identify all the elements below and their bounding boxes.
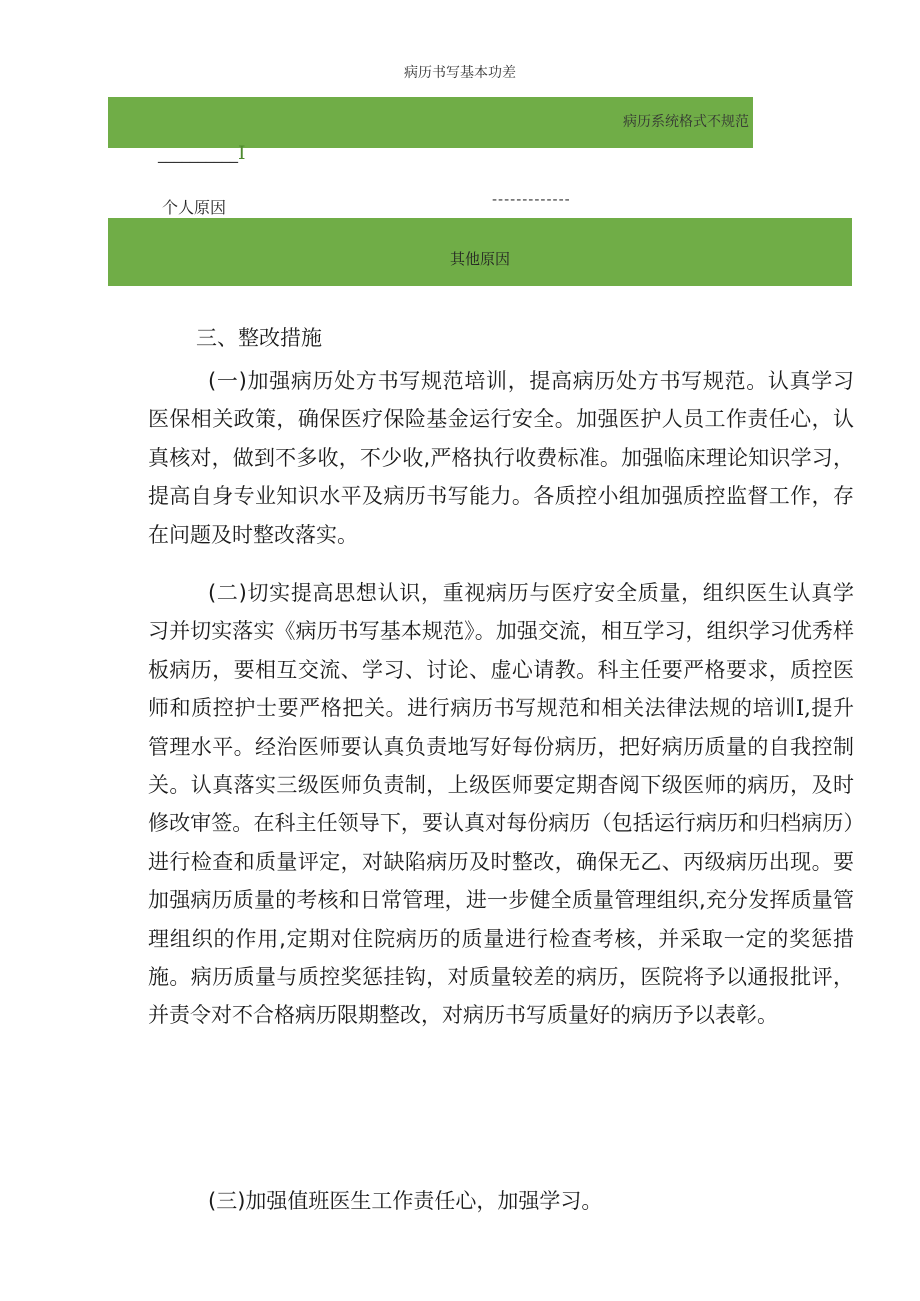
paragraph-measure-2-part-b: 提升管理水平。经治医师要认真负责地写好每份病历，把好病历质量的自我控制关。认真落实三级医师负责制，上级医师要定期杳阅下级医师的病历，及时修改审签。在科主任领导下，要认真对每份病历（包括运行病历和归档病历）进行检查和质量评定，对缺陷病历及时整改，确保无乙、丙级病历出现。要加强病历质量的考核和日常管理，进一步健全质量管理组织,充分发挥质量管理组织的作用,定期对住院病历的质量进行检查考核，并采取一定的奖惩措施。病历质量与质控奖惩挂钩，对质量较差的病历，医院将予以通报批评，并责令对不合格病历限期整改，对病历书写质量好的病历予以表彰。 <box>148 696 855 1028</box>
diagram-bar-system-format <box>108 97 753 148</box>
diagram-branch-cursor: I <box>238 142 246 164</box>
paragraph-measure-2 <box>148 574 854 1035</box>
paragraph-measure-3: (三)加强值班医生工作责任心，加强学习。 <box>208 1189 603 1213</box>
diagram-bar-other-reasons-label: 其他原因 <box>449 250 510 268</box>
diagram-personal-reason: 个人原因 <box>162 198 227 217</box>
paragraph-measure-2-mark: I, <box>795 696 811 721</box>
diagram-bar-system-format-label: 病历系统格式不规范 <box>623 114 749 130</box>
diagram-head-label: 病历书写基本功差 <box>404 65 516 81</box>
diagram-bar-other-reasons <box>108 218 852 286</box>
diagram-branch-line <box>158 142 246 164</box>
diagram-dashes: ------------- <box>492 192 571 208</box>
diagram-branch-underscores: __________ <box>158 144 238 163</box>
section-title: 三、整改措施 <box>196 326 322 350</box>
paragraph-measure-2-part-a: (二)切实提高思想认识，重视病历与医疗安全质量，组织医生认真学习并切实落实《病历书写基本规范》。加强交流，相互学习，组织学习优秀样板病历，要相互交流、学习、讨论、虚心请教。科主任要严格要求，质控医师和质控护士要严格把关。进行病历书写规范和相关法律法规的培训 <box>148 581 854 721</box>
paragraph-measure-1: (一)加强病历处方书写规范培训，提高病历处方书写规范。认真学习医保相关政策，确保医疗保险基金运行安全。加强医护人员工作责任心，认真核对，做到不多收，不少收,严格执行收费标准。加强临床理论知识学习，提高自身专业知识水平及病历书写能力。各质控小组加强质控监督工作，存在问题及时整改落实。 <box>148 369 854 547</box>
